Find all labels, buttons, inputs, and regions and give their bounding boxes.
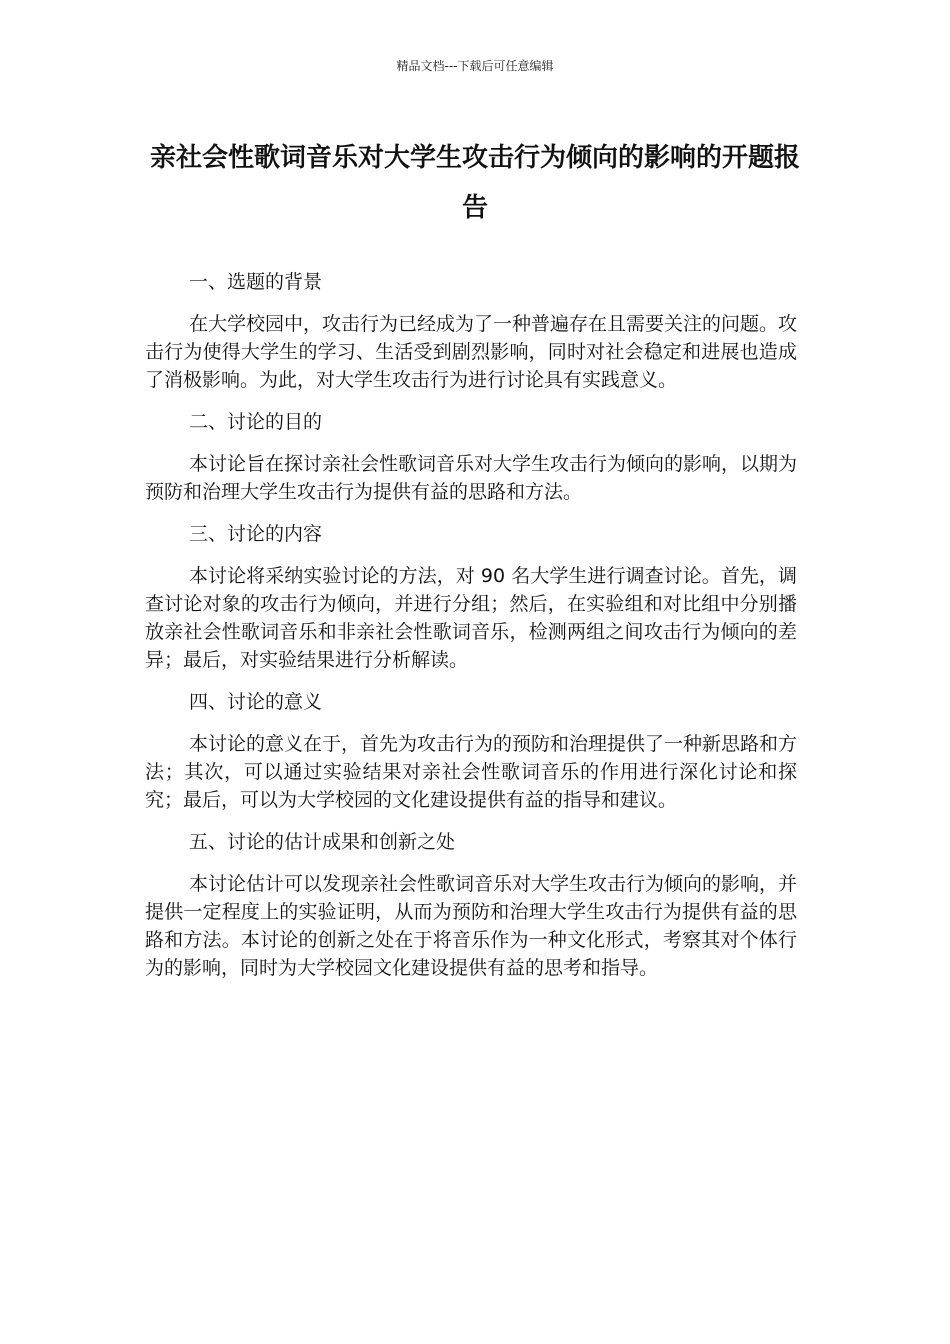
section-body-content: 本讨论将采纳实验讨论的方法，对 90 名大学生进行调查讨论。首先，调查讨论对象的攻击行为倾向，并进行分组；然后，在实验组和对比组中分别播放亲社会性歌词音乐和非亲社会性歌词音乐，检测两组之间攻击行为倾向的差异；最后，对实验结果进行分析解读。 xyxy=(145,565,797,671)
document-title: 亲社会性歌词音乐对大学生攻击行为倾向的影响的开题报告 xyxy=(149,143,800,223)
section-body-purpose: 本讨论旨在探讨亲社会性歌词音乐对大学生攻击行为倾向的影响，以期为预防和治理大学生攻击行为提供有益的思路和方法。 xyxy=(145,453,798,503)
header-note: 精品文档---下载后可任意编辑 xyxy=(396,59,554,73)
section-body-significance: 本讨论的意义在于，首先为攻击行为的预防和治理提供了一种新思路和方法；其次，可以通过实验结果对亲社会性歌词音乐的作用进行深化讨论和探究；最后，可以为大学校园的文化建设提供有益的指导和建议。 xyxy=(145,733,798,811)
section-body-background: 在大学校园中，攻击行为已经成为了一种普遍存在且需要关注的问题。攻击行为使得大学生的学习、生活受到剧烈影响，同时对社会稳定和进展也造成了消极影响。为此，对大学生攻击行为进行讨论具有实践意义。 xyxy=(145,313,798,391)
section-body-outcomes: 本讨论估计可以发现亲社会性歌词音乐对大学生攻击行为倾向的影响，并提供一定程度上的实验证明，从而为预防和治理大学生攻击行为提供有益的思路和方法。本讨论的创新之处在于将音乐作为一种文化形式，考察其对个体行为的影响，同时为大学校园文化建设提供有益的思考和指导。 xyxy=(145,873,798,979)
document-body xyxy=(145,268,797,996)
section-heading-background: 一、选题的背景 xyxy=(189,271,323,293)
section-heading-significance: 四、讨论的意义 xyxy=(189,691,323,713)
section-heading-purpose: 二、讨论的目的 xyxy=(189,411,323,433)
section-heading-outcomes: 五、讨论的估计成果和创新之处 xyxy=(189,831,456,853)
section-heading-content: 三、讨论的内容 xyxy=(189,523,323,545)
